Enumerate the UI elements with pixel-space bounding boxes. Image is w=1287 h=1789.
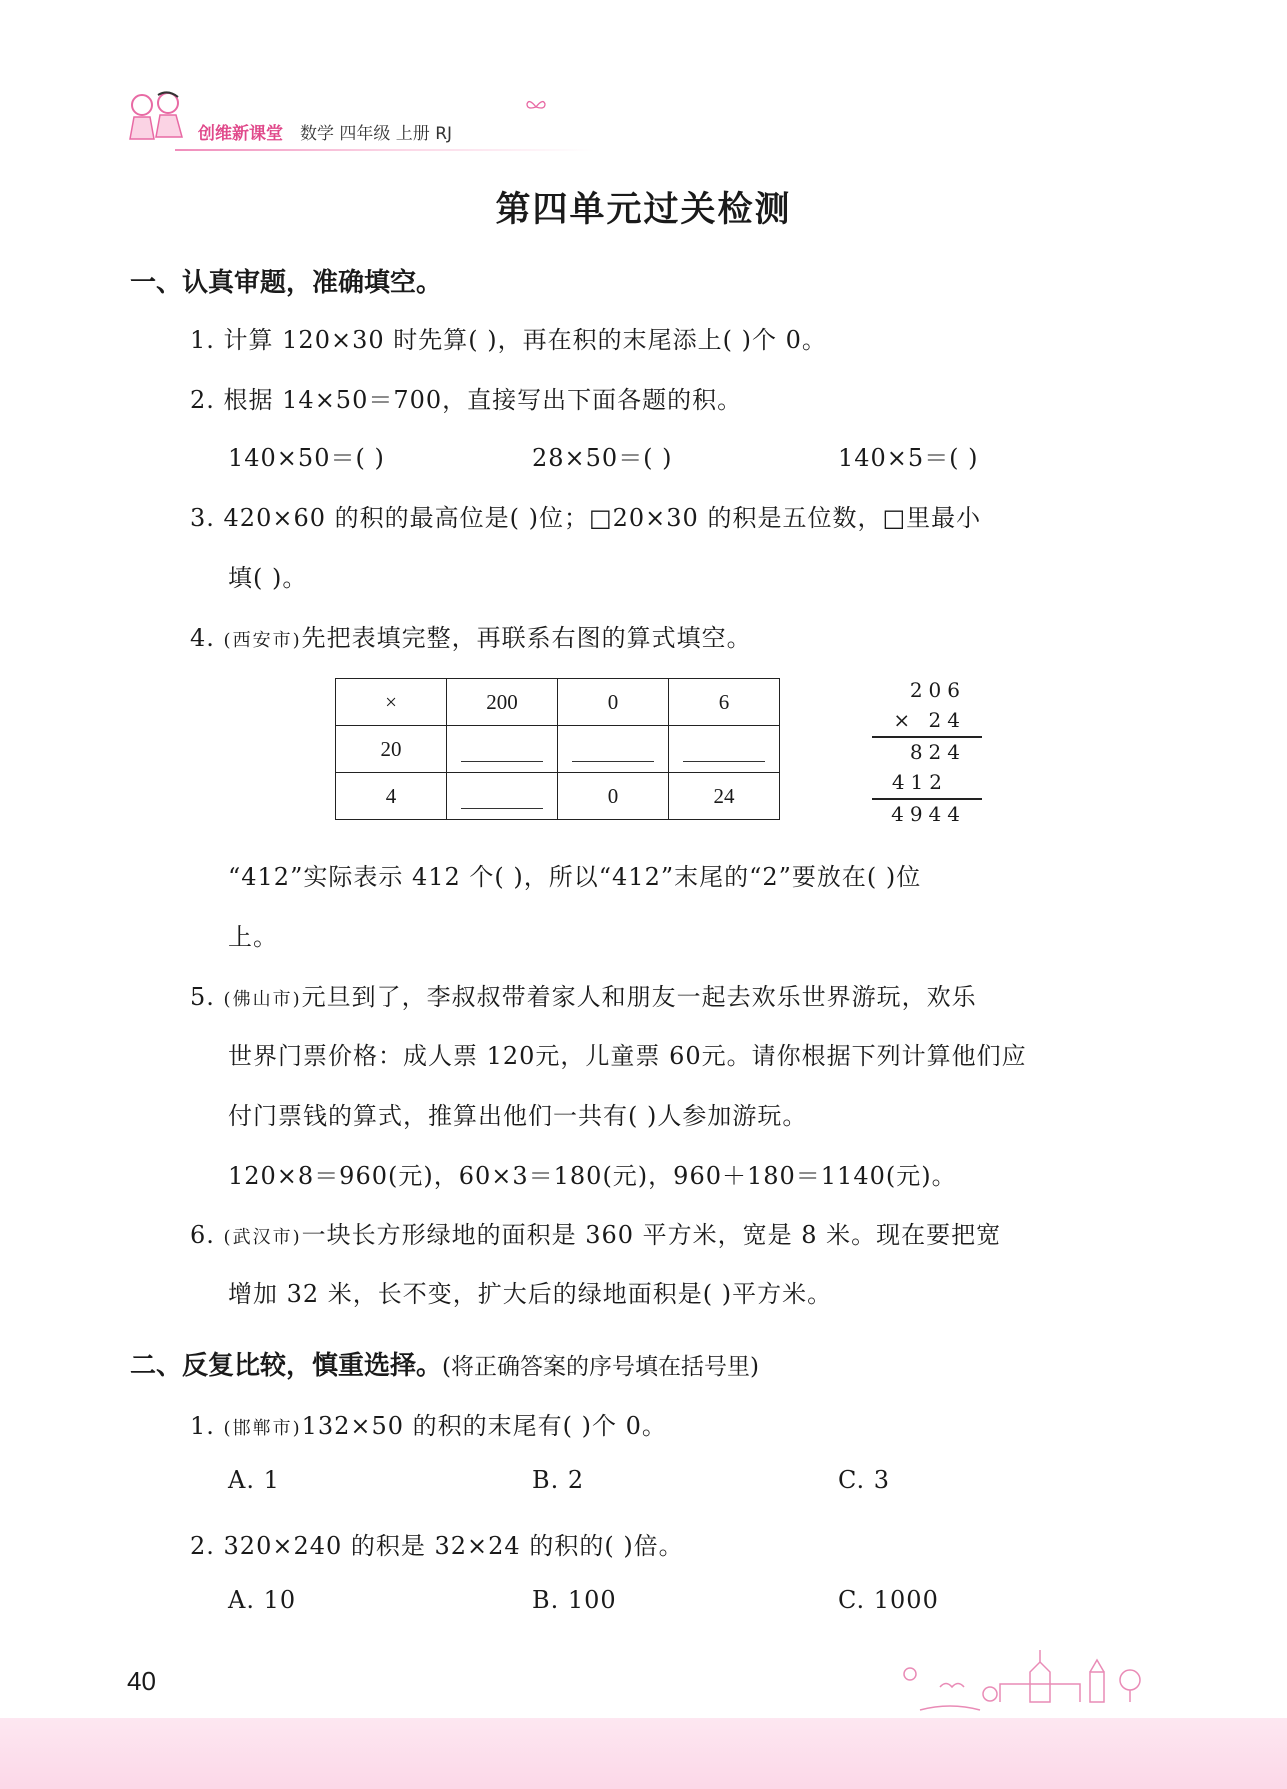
q1-4 — [190, 618, 752, 653]
table-cell: 200 — [447, 679, 558, 726]
q2-1-number: 1. — [190, 1412, 215, 1440]
q1-6 — [190, 1215, 1001, 1250]
table-cell: 0 — [558, 679, 669, 726]
q1-6-number: 6. — [190, 1221, 215, 1249]
q2-1-option-b[interactable]: B. 2 — [532, 1466, 585, 1494]
answer-blank[interactable] — [461, 784, 543, 809]
q2-1-text: 132×50 的积的末尾有( )个 0。 — [301, 1412, 667, 1440]
q2-1-option-a[interactable]: A. 1 — [228, 1466, 280, 1494]
q1-5-line4: 120×8＝960(元)，60×3＝180(元)，960＋180＝1140(元)。 — [228, 1162, 957, 1190]
q2-1-option-c[interactable]: C. 3 — [838, 1466, 891, 1494]
q1-4-line1: “412”实际表示 412 个( )，所以“412”末尾的“2”要放在( )位 — [228, 863, 922, 891]
q1-4-text: 先把表填完整，再联系右图的算式填空。 — [301, 624, 752, 652]
answer-blank[interactable] — [572, 737, 654, 762]
q1-6-line2: 增加 32 米，长不变，扩大后的绿地面积是( )平方米。 — [228, 1280, 833, 1308]
table-answer-cell[interactable] — [669, 726, 780, 773]
table-cell: 6 — [669, 679, 780, 726]
table-cell: × — [336, 679, 447, 726]
q1-2c: 140×5＝( ) — [838, 444, 979, 472]
q1-2a: 140×50＝( ) — [228, 444, 385, 472]
table-cell: 0 — [558, 773, 669, 820]
q2-1-source: (邯郸市) — [223, 1418, 302, 1439]
castle-decoration-icon — [880, 1632, 1150, 1722]
vcalc-partial1: 824 — [909, 740, 966, 764]
answer-blank[interactable] — [461, 737, 543, 762]
page-header — [120, 85, 500, 155]
q2-2-option-b[interactable]: B. 100 — [532, 1586, 617, 1614]
q1-5-text: 元旦到了，李叔叔带着家人和朋友一起去欢乐世界游玩，欢乐 — [301, 983, 977, 1011]
table-cell: 4 — [336, 773, 447, 820]
table-cell: 20 — [336, 726, 447, 773]
table-answer-cell[interactable] — [447, 773, 558, 820]
q1-5-source: (佛山市) — [223, 989, 302, 1010]
q1-5-line3: 付门票钱的算式，推算出他们一共有( )人参加游玩。 — [228, 1102, 808, 1130]
section2-title: 二、反复比较，慎重选择。 — [130, 1351, 443, 1381]
q1-6-source: (武汉市) — [223, 1227, 302, 1248]
vcalc-partial2: 412 — [891, 770, 948, 794]
q2-1 — [190, 1406, 667, 1441]
page-title: 第四单元过关检测 — [495, 190, 792, 230]
q1-5-number: 5. — [190, 983, 215, 1011]
q2-2-option-a[interactable]: A. 10 — [228, 1586, 297, 1614]
table-answer-cell[interactable] — [447, 726, 558, 773]
q1-5-line2: 世界门票价格：成人票 120元，儿童票 60元。请你根据下列计算他们应 — [228, 1042, 1027, 1070]
table-answer-cell[interactable] — [558, 726, 669, 773]
q1-3-line2: 填( )。 — [228, 564, 308, 592]
vcalc-multiplier: × 24 — [893, 708, 966, 732]
vcalc-product: 4944 — [891, 802, 966, 826]
brand-name: 创维新课堂 — [198, 124, 283, 144]
vcalc-rule — [872, 736, 982, 738]
q1-5 — [190, 977, 977, 1012]
q1-4-line2: 上。 — [228, 923, 278, 951]
section1-heading: 一、认真审题，准确填空。 — [130, 268, 443, 298]
q2-2-option-c[interactable]: C. 1000 — [838, 1586, 939, 1614]
q1-4-source: (西安市) — [223, 630, 302, 651]
section2-heading — [130, 1345, 759, 1382]
book-subtitle: 数学 四年级 上册 RJ — [300, 124, 453, 144]
answer-blank[interactable] — [683, 737, 765, 762]
table-cell: 24 — [669, 773, 780, 820]
q1-2: 2. 根据 14×50＝700，直接写出下面各题的积。 — [190, 386, 743, 414]
section2-note: (将正确答案的序号填在括号里) — [442, 1354, 759, 1380]
butterfly-icon — [525, 98, 547, 116]
q1-2b: 28×50＝( ) — [532, 444, 673, 472]
vcalc-multiplicand: 206 — [909, 678, 966, 702]
multiplication-table — [335, 678, 780, 820]
kids-logo-icon — [120, 89, 195, 149]
header-divider — [175, 149, 595, 151]
q1-1: 1. 计算 120×30 时先算( )，再在积的末尾添上( )个 0。 — [190, 326, 827, 354]
q1-3-line1: 3. 420×60 的积的最高位是( )位；□20×30 的积是五位数，□里最小 — [190, 504, 982, 532]
q2-2: 2. 320×240 的积是 32×24 的积的( )倍。 — [190, 1532, 684, 1560]
footer-band — [0, 1718, 1287, 1789]
q1-6-text: 一块长方形绿地的面积是 360 平方米，宽是 8 米。现在要把宽 — [301, 1221, 1002, 1249]
q1-4-number: 4. — [190, 624, 215, 652]
page-number: 40 — [127, 1666, 156, 1696]
vcalc-rule — [872, 798, 982, 800]
